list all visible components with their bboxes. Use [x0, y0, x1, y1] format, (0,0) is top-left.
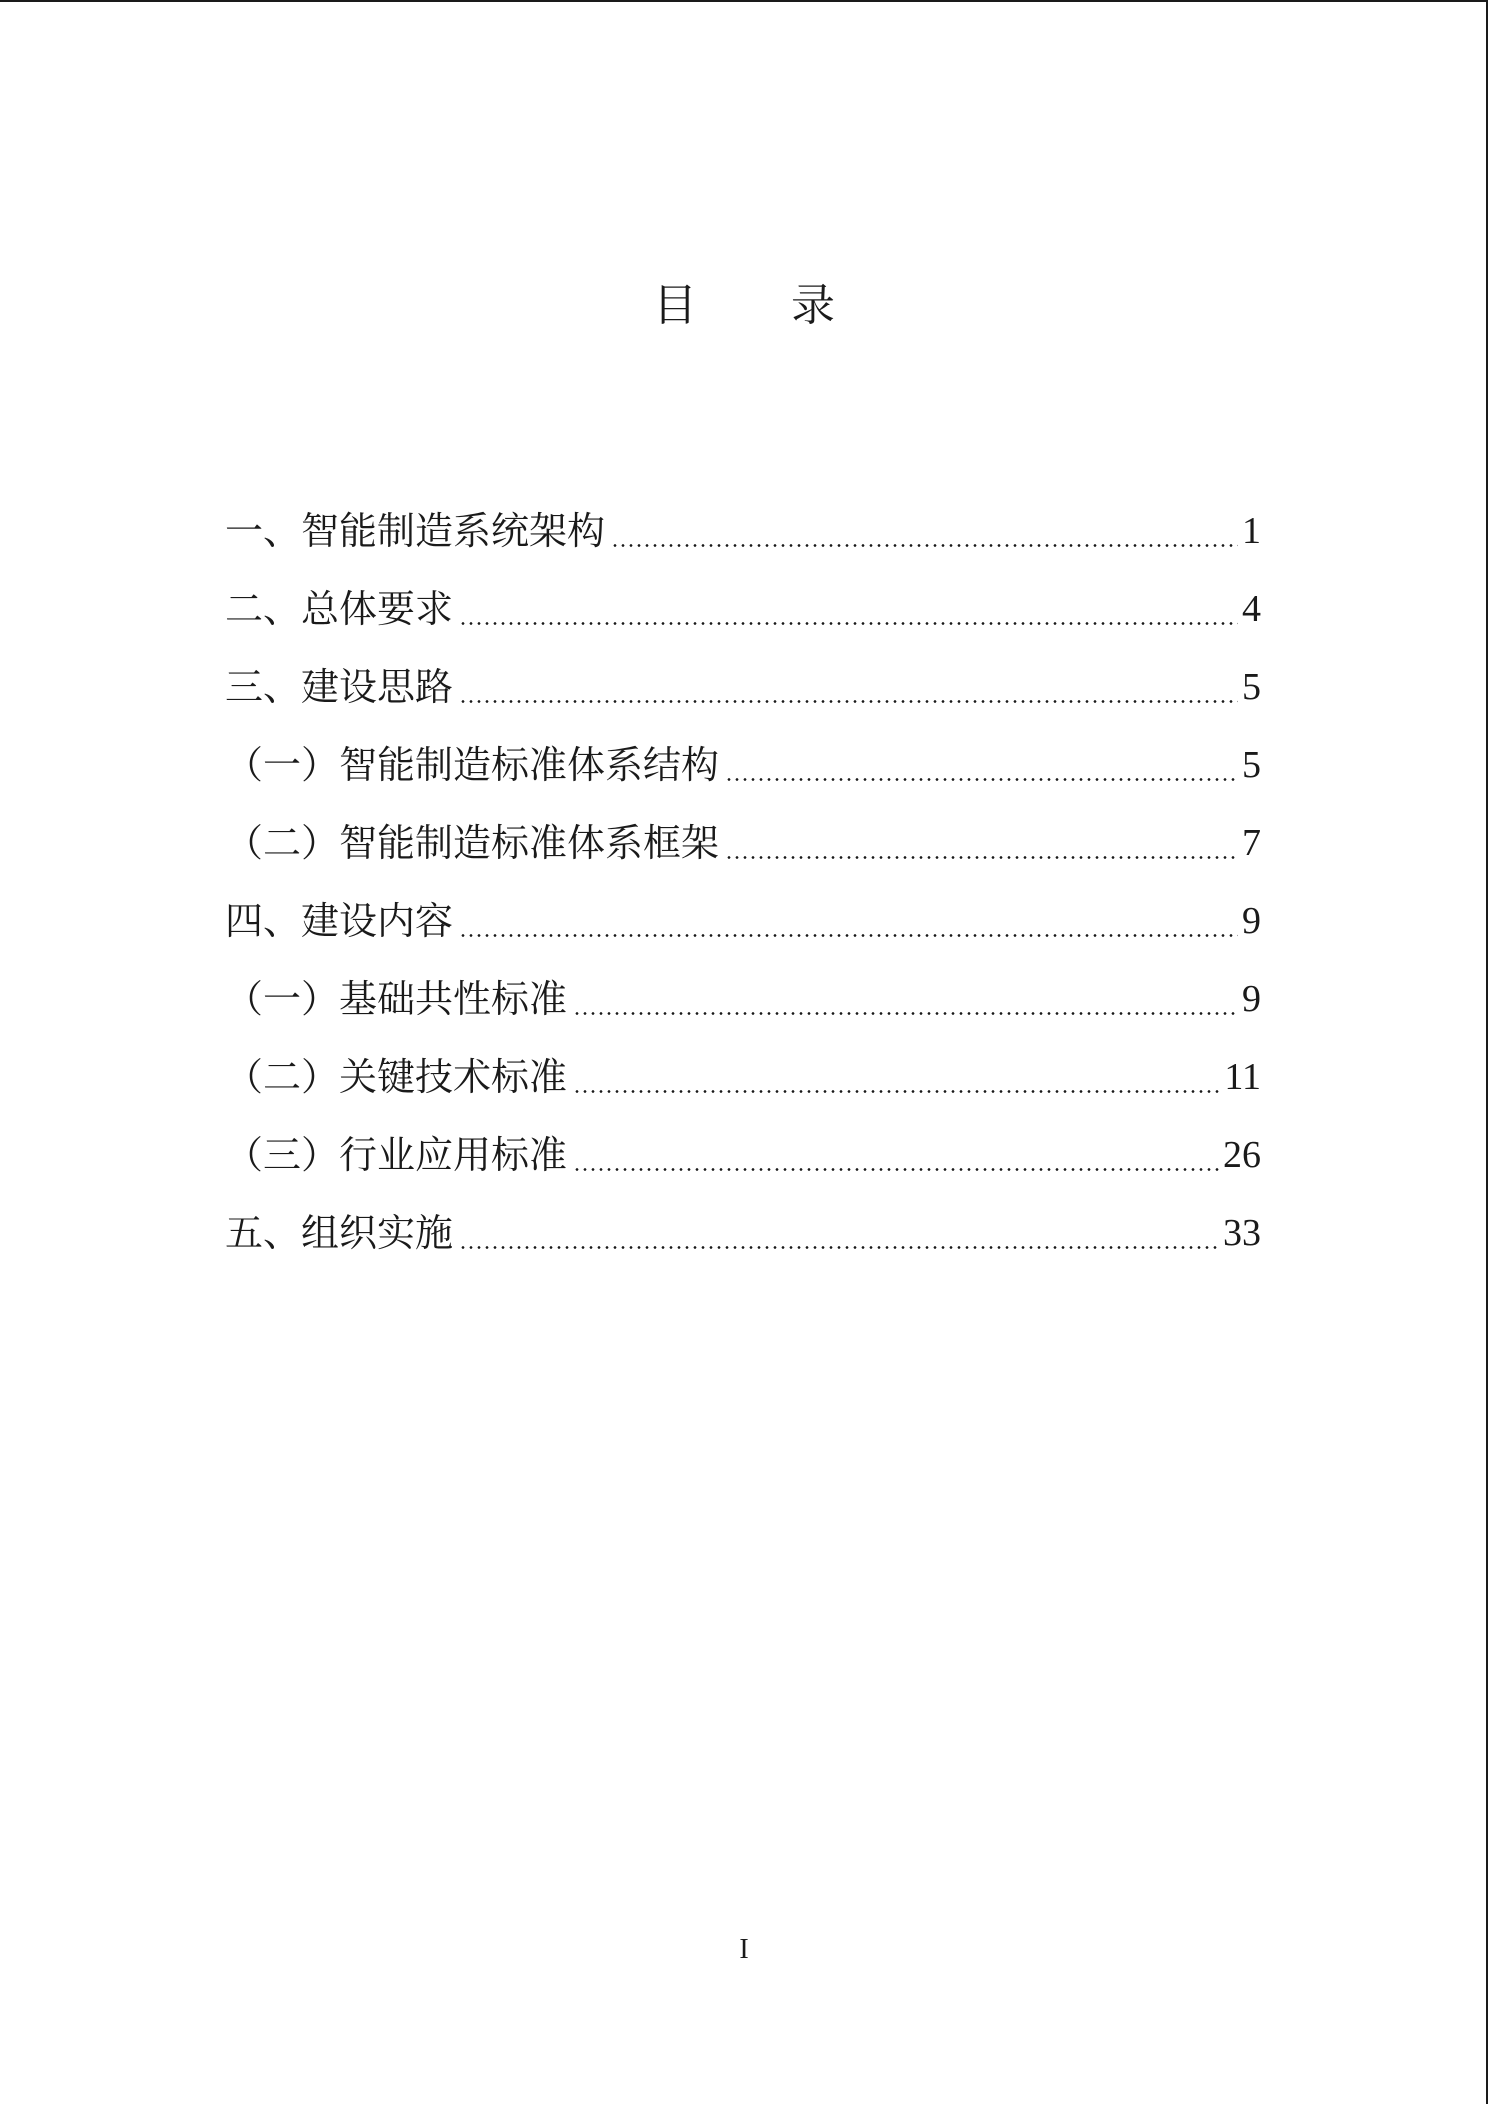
- dot-leader: [573, 980, 1238, 1018]
- toc-entry-page: 9: [1242, 978, 1261, 1020]
- toc-entry-label: （二）智能制造标准体系框架: [225, 824, 725, 862]
- dot-leader: [725, 824, 1238, 862]
- toc-entry-page: 26: [1223, 1134, 1261, 1176]
- dot-leader: [573, 1058, 1220, 1096]
- page-number: I: [739, 1934, 749, 1965]
- toc-entry-page: 1: [1242, 510, 1261, 552]
- toc-entry-page: 7: [1242, 822, 1261, 864]
- table-of-contents: [225, 472, 1261, 1255]
- toc-entry[interactable]: [225, 784, 1261, 865]
- toc-entry-label: （三）行业应用标准: [225, 1136, 573, 1174]
- toc-entry-page: 33: [1223, 1212, 1261, 1254]
- toc-entry-page: 9: [1242, 900, 1261, 942]
- toc-entry-label: （一）基础共性标准: [225, 980, 573, 1018]
- toc-entry-page: 11: [1224, 1056, 1261, 1098]
- dot-leader: [459, 668, 1238, 706]
- toc-entry-page: 4: [1242, 588, 1261, 630]
- toc-entry[interactable]: [225, 862, 1261, 943]
- toc-entry[interactable]: [225, 550, 1261, 631]
- toc-entry[interactable]: [225, 1174, 1261, 1255]
- toc-entry[interactable]: [225, 1018, 1261, 1099]
- toc-entry[interactable]: [225, 472, 1261, 553]
- toc-entry-label: 二、总体要求: [225, 590, 459, 628]
- dot-leader: [459, 590, 1238, 628]
- toc-entry[interactable]: [225, 940, 1261, 1021]
- toc-title: 目 录: [653, 280, 875, 331]
- toc-entry-label: 五、组织实施: [225, 1214, 459, 1252]
- toc-entry[interactable]: [225, 628, 1261, 709]
- toc-entry-label: （二）关键技术标准: [225, 1058, 573, 1096]
- toc-entry-label: （一）智能制造标准体系结构: [225, 746, 725, 784]
- toc-entry-page: 5: [1242, 744, 1261, 786]
- dot-leader: [611, 512, 1238, 550]
- toc-entry-label: 四、建设内容: [225, 902, 459, 940]
- toc-entry-label: 一、智能制造系统架构: [225, 512, 611, 550]
- toc-entry[interactable]: [225, 1096, 1261, 1177]
- dot-leader: [725, 746, 1238, 784]
- toc-entry-label: 三、建设思路: [225, 668, 459, 706]
- toc-entry[interactable]: [225, 706, 1261, 787]
- dot-leader: [573, 1136, 1219, 1174]
- dot-leader: [459, 1214, 1219, 1252]
- toc-entry-page: 5: [1242, 666, 1261, 708]
- dot-leader: [459, 902, 1238, 940]
